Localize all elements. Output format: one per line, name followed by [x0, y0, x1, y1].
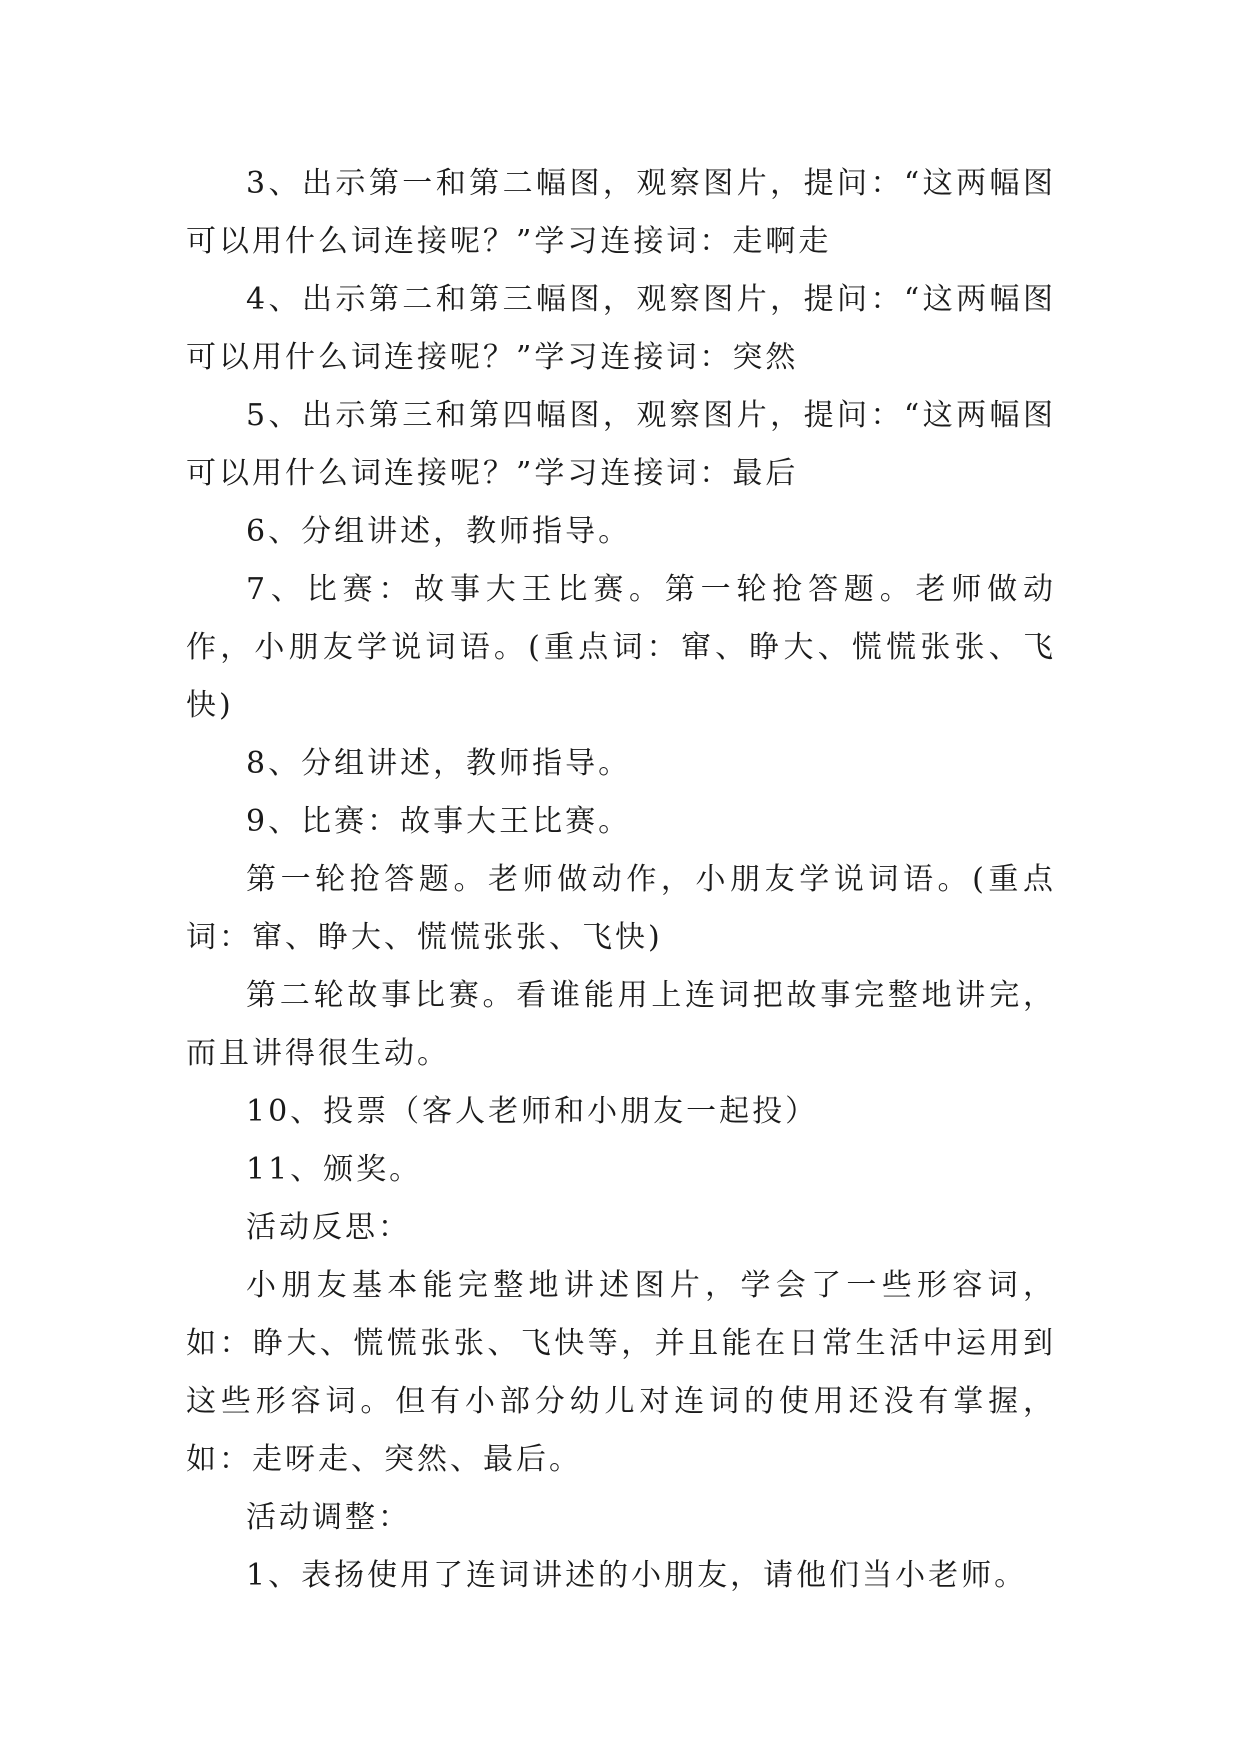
paragraph-reflection: 小朋友基本能完整地讲述图片，学会了一些形容词，如：睁大、慌慌张张、飞快等，并且能在日常生活中运用到这些形容词。但有小部分幼儿对连词的使用还没有掌握，如：走呀走、突然、最后。	[186, 1268, 1056, 1477]
heading-activity-adjustment: 活动调整：	[246, 1500, 411, 1535]
paragraph-step-5: 5、出示第三和第四幅图，观察图片，提问：“这两幅图可以用什么词连接呢？”学习连接词：最后	[186, 398, 1056, 491]
paragraph-step-8: 8、分组讲述，教师指导。	[246, 746, 632, 781]
heading-activity-reflection: 活动反思：	[246, 1210, 411, 1245]
paragraph-step-9: 9、比赛：故事大王比赛。	[246, 804, 632, 839]
document-page	[186, 155, 1056, 1605]
paragraph-step-7: 7、比赛：故事大王比赛。第一轮抢答题。老师做动作，小朋友学说词语。(重点词：窜、睁大、慌慌张张、飞快)	[186, 572, 1056, 723]
paragraph-step-3: 3、出示第一和第二幅图，观察图片，提问：“这两幅图可以用什么词连接呢？”学习连接词：走啊走	[186, 166, 1056, 259]
paragraph-step-10: 10、投票（客人老师和小朋友一起投）	[246, 1094, 819, 1129]
paragraph-step-6: 6、分组讲述，教师指导。	[246, 514, 632, 549]
paragraph-step-11: 11、颁奖。	[246, 1152, 423, 1187]
paragraph-round-two: 第二轮故事比赛。看谁能用上连词把故事完整地讲完，而且讲得很生动。	[186, 978, 1056, 1071]
paragraph-adjustment-1: 1、表扬使用了连词讲述的小朋友，请他们当小老师。	[246, 1558, 1028, 1593]
paragraph-step-4: 4、出示第二和第三幅图，观察图片，提问：“这两幅图可以用什么词连接呢？”学习连接词：突然	[186, 282, 1056, 375]
paragraph-round-one: 第一轮抢答题。老师做动作，小朋友学说词语。(重点词：窜、睁大、慌慌张张、飞快)	[186, 862, 1056, 955]
